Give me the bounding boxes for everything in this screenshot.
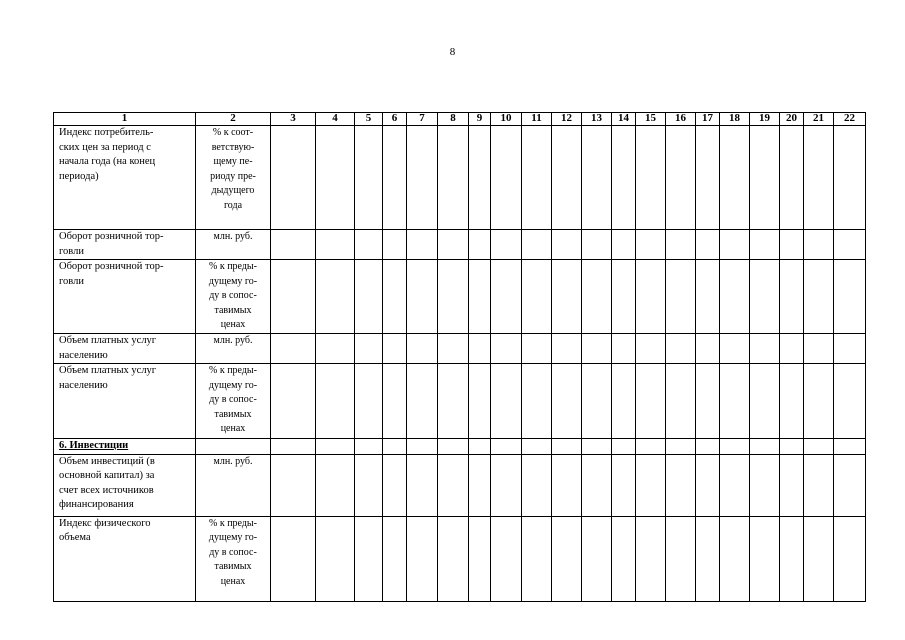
value-cell [804,230,834,260]
value-cell [636,454,666,516]
value-cell [522,364,552,439]
value-cell [780,516,804,601]
value-cell [552,439,582,455]
value-cell [780,126,804,230]
column-header: 9 [469,113,491,126]
value-cell [552,364,582,439]
value-cell [552,454,582,516]
value-cell [804,439,834,455]
value-cell [469,516,491,601]
value-cell [491,364,522,439]
value-cell [522,260,552,334]
value-cell [804,516,834,601]
value-cell [469,230,491,260]
table-row [54,364,866,439]
value-cell [383,230,407,260]
value-cell [407,260,438,334]
column-header: 16 [666,113,696,126]
table-row [54,126,866,230]
value-cell [438,230,469,260]
value-cell [316,454,355,516]
value-cell [582,334,612,364]
value-cell [750,334,780,364]
value-cell [383,334,407,364]
value-cell [780,334,804,364]
value-cell [666,126,696,230]
value-cell [552,260,582,334]
value-cell [383,364,407,439]
indicator-name: Объем платных услуг населению [54,364,196,439]
value-cell [582,126,612,230]
value-cell [491,334,522,364]
value-cell [438,260,469,334]
value-cell [438,126,469,230]
value-cell [612,126,636,230]
value-cell [355,334,383,364]
value-cell [271,454,316,516]
indicator-name: Оборот розничной тор- говли [54,230,196,260]
value-cell [696,334,720,364]
value-cell [582,516,612,601]
value-cell [522,334,552,364]
value-cell [720,260,750,334]
value-cell [469,126,491,230]
value-cell [522,126,552,230]
value-cell [316,439,355,455]
column-header: 8 [438,113,469,126]
value-cell [407,126,438,230]
value-cell [582,230,612,260]
column-header: 21 [804,113,834,126]
value-cell [271,126,316,230]
value-cell [407,334,438,364]
value-cell [383,516,407,601]
value-cell [666,334,696,364]
table-row [54,230,866,260]
value-cell [834,516,866,601]
table-row [54,260,866,334]
value-cell [355,230,383,260]
value-cell [834,364,866,439]
value-cell [750,230,780,260]
value-cell [552,230,582,260]
value-cell [438,364,469,439]
value-cell [750,260,780,334]
table-row [54,516,866,601]
column-header: 20 [780,113,804,126]
value-cell [316,260,355,334]
value-cell [834,260,866,334]
unit-cell: % к преды- дущему го- ду в сопос- тавимых ценах [196,516,271,601]
value-cell [636,230,666,260]
value-cell [750,364,780,439]
column-header: 2 [196,113,271,126]
indicator-name: Оборот розничной тор- говли [54,260,196,334]
unit-cell: млн. руб. [196,454,271,516]
value-cell [383,439,407,455]
column-header: 5 [355,113,383,126]
value-cell [316,516,355,601]
value-cell [271,439,316,455]
column-header: 14 [612,113,636,126]
value-cell [552,126,582,230]
column-header: 7 [407,113,438,126]
column-header: 3 [271,113,316,126]
value-cell [316,364,355,439]
indicator-name: Объем платных услуг населению [54,334,196,364]
value-cell [355,439,383,455]
value-cell [696,439,720,455]
value-cell [834,126,866,230]
table-row [54,454,866,516]
value-cell [666,439,696,455]
value-cell [552,334,582,364]
column-header: 19 [750,113,780,126]
column-header: 10 [491,113,522,126]
value-cell [271,260,316,334]
value-cell [780,454,804,516]
value-cell [636,260,666,334]
section-title: 6. Инвестиции [54,439,196,455]
value-cell [383,260,407,334]
value-cell [780,439,804,455]
value-cell [491,230,522,260]
value-cell [696,126,720,230]
value-cell [407,230,438,260]
value-cell [469,454,491,516]
value-cell [438,334,469,364]
value-cell [780,230,804,260]
value-cell [720,334,750,364]
column-header: 1 [54,113,196,126]
column-header: 13 [582,113,612,126]
column-header: 15 [636,113,666,126]
value-cell [355,126,383,230]
value-cell [666,230,696,260]
header-row [54,113,866,126]
value-cell [316,334,355,364]
value-cell [804,126,834,230]
value-cell [355,454,383,516]
value-cell [636,516,666,601]
value-cell [666,516,696,601]
value-cell [834,230,866,260]
page-number: 8 [449,46,456,58]
value-cell [491,126,522,230]
unit-cell [196,439,271,455]
value-cell [612,454,636,516]
value-cell [696,454,720,516]
value-cell [834,454,866,516]
value-cell [383,454,407,516]
value-cell [636,364,666,439]
value-cell [612,364,636,439]
value-cell [780,260,804,334]
value-cell [696,230,720,260]
value-cell [522,454,552,516]
value-cell [582,439,612,455]
value-cell [469,439,491,455]
value-cell [804,260,834,334]
column-header: 6 [383,113,407,126]
value-cell [750,439,780,455]
unit-cell: % к преды- дущему го- ду в сопос- тавимых ценах [196,260,271,334]
value-cell [834,334,866,364]
value-cell [612,439,636,455]
value-cell [271,516,316,601]
unit-cell: млн. руб. [196,230,271,260]
unit-cell: % к соот- ветствую- щему пе- риоду пре- дыдущего года [196,126,271,230]
column-header: 22 [834,113,866,126]
value-cell [438,516,469,601]
value-cell [612,516,636,601]
value-cell [750,516,780,601]
value-cell [750,454,780,516]
value-cell [522,516,552,601]
value-cell [720,364,750,439]
value-cell [612,334,636,364]
value-cell [491,516,522,601]
value-cell [407,516,438,601]
value-cell [582,260,612,334]
value-cell [407,364,438,439]
value-cell [271,230,316,260]
column-header: 18 [720,113,750,126]
value-cell [720,439,750,455]
value-cell [582,454,612,516]
indicator-name: Объем инвестиций (в основной капитал) за счет всех источников финансирования [54,454,196,516]
indicator-name: Индекс физического объема [54,516,196,601]
value-cell [636,126,666,230]
value-cell [666,364,696,439]
unit-cell: % к преды- дущему го- ду в сопос- тавимых ценах [196,364,271,439]
value-cell [355,516,383,601]
value-cell [271,334,316,364]
value-cell [804,454,834,516]
value-cell [696,364,720,439]
value-cell [582,364,612,439]
value-cell [491,454,522,516]
value-cell [491,260,522,334]
column-header: 12 [552,113,582,126]
value-cell [804,334,834,364]
value-cell [469,334,491,364]
value-cell [780,364,804,439]
value-cell [636,439,666,455]
unit-cell: млн. руб. [196,334,271,364]
value-cell [438,439,469,455]
value-cell [407,439,438,455]
value-cell [612,230,636,260]
value-cell [720,516,750,601]
value-cell [355,364,383,439]
value-cell [407,454,438,516]
section-row [54,439,866,455]
value-cell [666,454,696,516]
value-cell [491,439,522,455]
value-cell [720,126,750,230]
value-cell [469,260,491,334]
value-cell [666,260,696,334]
value-cell [469,364,491,439]
value-cell [696,516,720,601]
value-cell [834,439,866,455]
column-header: 11 [522,113,552,126]
indicator-name: Индекс потребитель- ских цен за период с начала года (на конец периода) [54,126,196,230]
column-header: 17 [696,113,720,126]
value-cell [720,454,750,516]
value-cell [355,260,383,334]
value-cell [522,230,552,260]
value-cell [438,454,469,516]
value-cell [383,126,407,230]
value-cell [316,230,355,260]
value-cell [612,260,636,334]
value-cell [271,364,316,439]
column-header: 4 [316,113,355,126]
value-cell [636,334,666,364]
value-cell [804,364,834,439]
value-cell [696,260,720,334]
value-cell [720,230,750,260]
table-row [54,334,866,364]
value-cell [316,126,355,230]
value-cell [522,439,552,455]
value-cell [552,516,582,601]
value-cell [750,126,780,230]
indicators-table [53,112,866,602]
